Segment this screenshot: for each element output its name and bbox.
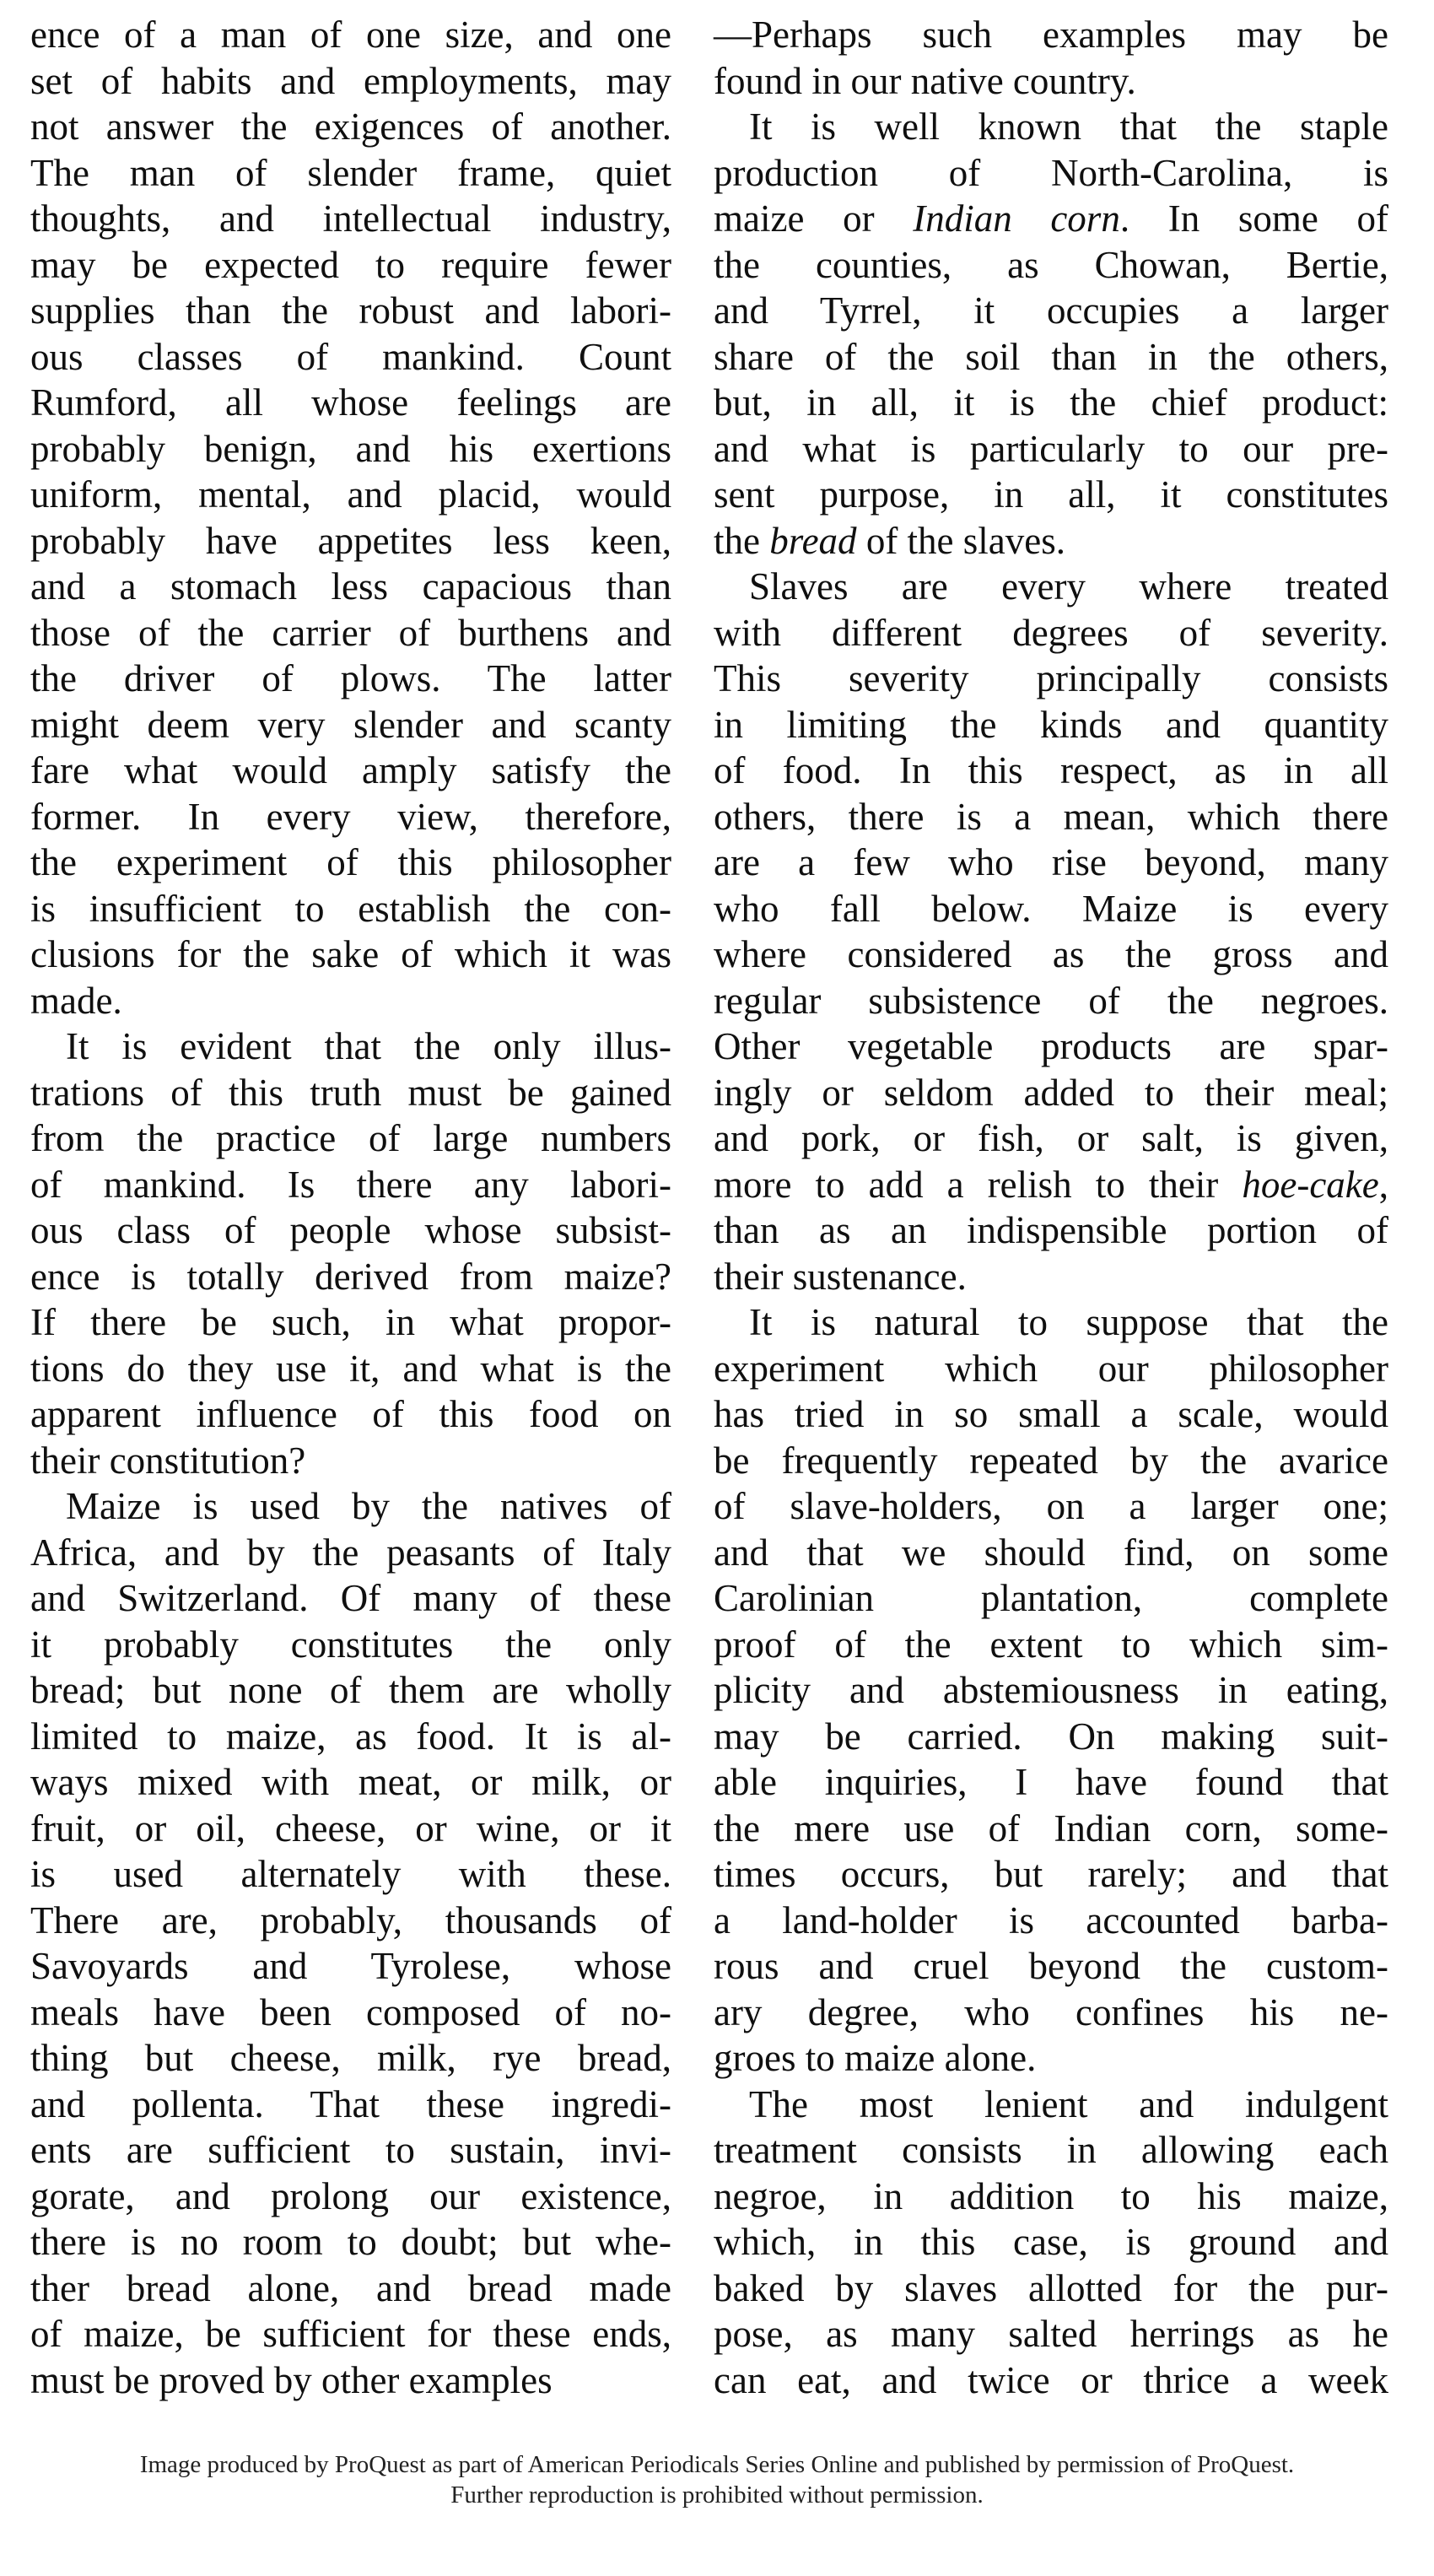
text-line (30, 2082, 671, 2128)
text-run: The most lenient and indulgent (749, 2082, 1388, 2125)
text-line (714, 1070, 1388, 1116)
text-run: rous and cruel beyond the custom- (714, 1945, 1388, 1987)
text-line (30, 702, 671, 748)
text-run: and pork, or fish, or salt, is given, (714, 1117, 1388, 1159)
text-line (714, 840, 1388, 886)
text-line (714, 334, 1388, 381)
text-run: of maize, be sufficient for these ends, (30, 2313, 671, 2355)
text-line (30, 1438, 671, 1484)
text-run: must be proved by other examples (30, 2358, 553, 2401)
text-run: thing but cheese, milk, rye bread, (30, 2037, 671, 2079)
text-run: of slave-holders, on a larger one; (714, 1485, 1388, 1527)
text-run: fare what would amply satisfy the (30, 749, 671, 791)
text-run: ents are sufficient to sustain, invi- (30, 2129, 671, 2171)
text-line (30, 564, 671, 610)
text-line (30, 610, 671, 656)
text-line (30, 1530, 671, 1576)
left-text-column (30, 12, 671, 2403)
text-line (714, 2127, 1388, 2174)
text-run: probably benign, and his exertions (30, 427, 671, 470)
text-run: treatment consists in allowing each (714, 2129, 1388, 2171)
text-run: proof of the extent to which sim- (714, 1623, 1388, 1666)
text-run: not answer the exigences of another. (30, 105, 671, 148)
text-line (714, 1714, 1388, 1760)
text-run: ways mixed with meat, or milk, or (30, 1761, 671, 1803)
text-line (30, 426, 671, 473)
text-run: baked by slaves allotted for the pur- (714, 2266, 1388, 2309)
text-run: of food. In this respect, as in all (714, 749, 1388, 791)
text-line (30, 1346, 671, 1392)
text-line (30, 518, 671, 564)
text-line (714, 610, 1388, 656)
text-line (30, 1299, 671, 1346)
text-run: set of habits and employments, may (30, 59, 671, 102)
text-run: where considered as the gross and (714, 933, 1388, 975)
text-run: are a few who rise beyond, many (714, 841, 1388, 883)
text-line (30, 1667, 671, 1714)
text-line (714, 1254, 1388, 1300)
text-run: but, in all, it is the chief product: (714, 381, 1388, 424)
right-text-column (714, 12, 1388, 2403)
text-line (714, 1023, 1388, 1070)
text-run: in limiting the kinds and quantity (714, 703, 1388, 746)
text-run: more to add a relish to their (714, 1163, 1243, 1206)
text-line (714, 1483, 1388, 1530)
text-line (714, 150, 1388, 197)
text-line (30, 840, 671, 886)
text-run: apparent influence of this food on (30, 1393, 671, 1435)
text-line (714, 12, 1388, 58)
text-line (30, 1851, 671, 1898)
text-line (714, 2311, 1388, 2357)
text-line (30, 1898, 671, 1944)
text-run: . In some of (1119, 197, 1388, 240)
text-run: Africa, and by the peasants of Italy (30, 1531, 671, 1574)
text-run: which, in this case, is ground and (714, 2221, 1388, 2263)
copyright-footer (0, 2449, 1434, 2510)
text-line (714, 1162, 1388, 1208)
text-run: ingly or seldom added to their meal; (714, 1071, 1388, 1114)
text-line (714, 886, 1388, 932)
text-line (30, 380, 671, 426)
text-line (30, 2035, 671, 2082)
text-run: ther bread alone, and bread made (30, 2266, 671, 2309)
footer-line-1: Image produced by ProQuest as part of American Periodicals Series Online and published by permission of ProQuest. (139, 2451, 1295, 2478)
text-run: who fall below. Maize is every (714, 887, 1388, 930)
text-line (30, 886, 671, 932)
text-run: gorate, and prolong our existence, (30, 2174, 671, 2217)
text-line (714, 58, 1388, 105)
text-run: and what is particularly to our pre- (714, 427, 1388, 470)
text-run: and pollenta. That these ingredi- (30, 2082, 671, 2125)
text-line (30, 2357, 671, 2404)
text-run: Rumford, all whose feelings are (30, 381, 671, 424)
text-line (30, 104, 671, 150)
text-run: may be expected to require fewer (30, 243, 671, 286)
text-run: a land-holder is accounted barba- (714, 1898, 1388, 1941)
text-line (30, 1622, 671, 1668)
text-line (714, 104, 1388, 150)
text-line (714, 472, 1388, 518)
text-run: ous class of people whose subsist- (30, 1209, 671, 1251)
text-line (714, 1667, 1388, 1714)
text-line (30, 656, 671, 702)
text-run: others, there is a mean, which there (714, 795, 1388, 838)
text-line (30, 1023, 671, 1070)
text-run: and Switzerland. Of many of these (30, 1577, 671, 1619)
text-line (714, 1759, 1388, 1806)
text-run: tions do they use it, and what is the (30, 1347, 671, 1390)
text-line (714, 748, 1388, 794)
text-line (714, 1346, 1388, 1392)
italic-text: bread (769, 519, 857, 562)
text-run: former. In every view, therefore, (30, 795, 671, 838)
text-line (714, 656, 1388, 702)
text-line (30, 2127, 671, 2174)
text-line (714, 2357, 1388, 2404)
text-run: meals have been composed of no- (30, 1990, 671, 2033)
text-line (714, 380, 1388, 426)
text-run: of the slaves. (856, 519, 1065, 562)
text-line (714, 1391, 1388, 1438)
text-run: Carolinian plantation, complete (714, 1577, 1388, 1619)
text-line (30, 932, 671, 978)
text-run: If there be such, in what propor- (30, 1301, 671, 1343)
text-line (714, 1438, 1388, 1484)
text-run: made. (30, 979, 122, 1022)
text-run: ence of a man of one size, and one (30, 14, 671, 56)
text-run: —Perhaps such examples may be (714, 14, 1388, 56)
text-line (30, 1207, 671, 1254)
text-run: limited to maize, as food. It is al- (30, 1715, 671, 1758)
text-line (30, 2311, 671, 2357)
text-run: it probably constitutes the only (30, 1623, 671, 1666)
text-run: production of North-Carolina, is (714, 151, 1388, 194)
text-line (714, 2174, 1388, 2220)
text-run: is used alternately with these. (30, 1853, 671, 1895)
text-run: ary degree, who confines his ne- (714, 1990, 1388, 2033)
text-line (30, 978, 671, 1024)
text-run: regular subsistence of the negroes. (714, 979, 1388, 1022)
text-line (30, 1990, 671, 2036)
text-run: their constitution? (30, 1439, 306, 1482)
text-run: Slaves are every where treated (749, 565, 1388, 608)
text-line (30, 2219, 671, 2265)
text-run: negroe, in addition to his maize, (714, 2174, 1388, 2217)
text-line (714, 1622, 1388, 1668)
text-run: and Tyrrel, it occupies a larger (714, 289, 1388, 332)
text-run: be frequently repeated by the avarice (714, 1439, 1388, 1482)
text-line (30, 2174, 671, 2220)
text-run: uniform, mental, and placid, would (30, 473, 671, 516)
text-run: sent purpose, in all, it constitutes (714, 473, 1388, 516)
text-run: experiment which our philosopher (714, 1347, 1388, 1390)
text-line (30, 1575, 671, 1622)
text-line (30, 794, 671, 840)
text-line (714, 2082, 1388, 2128)
text-line (714, 518, 1388, 564)
text-line (714, 426, 1388, 473)
text-run: and a stomach less capacious than (30, 565, 671, 608)
text-line (714, 288, 1388, 334)
text-run: supplies than the robust and labori- (30, 289, 671, 332)
text-line (714, 242, 1388, 289)
text-line (30, 748, 671, 794)
text-line (714, 1806, 1388, 1852)
text-run: the (714, 519, 770, 562)
text-run: maize or (714, 197, 914, 240)
text-run: those of the carrier of burthens and (30, 611, 671, 654)
italic-text: Indian corn (913, 197, 1120, 240)
text-run: Maize is used by the natives of (66, 1485, 671, 1527)
text-line (714, 564, 1388, 610)
text-line (30, 1759, 671, 1806)
text-line (714, 1898, 1388, 1944)
text-run: It is well known that the staple (749, 105, 1388, 148)
text-run: plicity and abstemiousness in eating, (714, 1669, 1388, 1711)
text-line (30, 196, 671, 242)
text-line (30, 1254, 671, 1300)
text-run: of mankind. Is there any labori- (30, 1163, 671, 1206)
text-run: Other vegetable products are spar- (714, 1025, 1388, 1067)
text-line (714, 1851, 1388, 1898)
text-run: able inquiries, I have found that (714, 1761, 1388, 1803)
text-line (714, 1207, 1388, 1254)
text-line (714, 978, 1388, 1024)
text-run: ous classes of mankind. Count (30, 335, 671, 378)
text-line (30, 1115, 671, 1162)
text-line (714, 1299, 1388, 1346)
text-run: and that we should find, on some (714, 1531, 1388, 1574)
text-run: their sustenance. (714, 1255, 967, 1298)
text-run: There are, probably, thousands of (30, 1898, 671, 1941)
text-line (714, 1575, 1388, 1622)
text-run: times occurs, but rarely; and that (714, 1853, 1388, 1895)
text-run: may be carried. On making suit- (714, 1715, 1388, 1758)
text-run: It is natural to suppose that the (749, 1301, 1388, 1343)
text-run: the counties, as Chowan, Bertie, (714, 243, 1388, 286)
text-line (714, 1990, 1388, 2036)
text-line (714, 1943, 1388, 1990)
text-line (714, 702, 1388, 748)
text-run: the mere use of Indian corn, some- (714, 1806, 1388, 1850)
text-run: the experiment of this philosopher (30, 841, 671, 883)
text-run: from the practice of large numbers (30, 1117, 671, 1159)
text-line (30, 288, 671, 334)
text-line (30, 1806, 671, 1852)
text-run: ence is totally derived from maize? (30, 1255, 671, 1298)
text-run: fruit, or oil, cheese, or wine, or it (30, 1806, 671, 1850)
text-run: The man of slender frame, quiet (30, 151, 671, 194)
text-line (30, 334, 671, 381)
text-run: has tried in so small a scale, would (714, 1393, 1388, 1435)
text-run: thoughts, and intellectual industry, (30, 197, 671, 240)
text-line (30, 1483, 671, 1530)
text-line (714, 2219, 1388, 2265)
text-run: with different degrees of severity. (714, 611, 1388, 654)
text-line (30, 1714, 671, 1760)
text-line (30, 472, 671, 518)
text-run: groes to maize alone. (714, 2037, 1037, 2079)
text-run: , (1378, 1163, 1388, 1206)
text-line (30, 150, 671, 197)
text-run: share of the soil than in the others, (714, 335, 1388, 378)
text-run: probably have appetites less keen, (30, 519, 671, 562)
text-run: than as an indispensible portion of (714, 1209, 1388, 1251)
text-line (714, 2265, 1388, 2312)
text-line (714, 2035, 1388, 2082)
text-line (714, 794, 1388, 840)
text-run: This severity principally consists (714, 657, 1388, 699)
text-run: the driver of plows. The latter (30, 657, 671, 699)
text-run: is insufficient to establish the con- (30, 887, 671, 930)
text-run: It is evident that the only illus- (66, 1025, 671, 1067)
text-run: trations of this truth must be gained (30, 1071, 671, 1114)
text-run: might deem very slender and scanty (30, 703, 671, 746)
footer-line-2: Further reproduction is prohibited without permission. (450, 2481, 984, 2508)
text-run: pose, as many salted herrings as he (714, 2313, 1388, 2355)
text-line (30, 12, 671, 58)
text-line (30, 1162, 671, 1208)
text-line (714, 932, 1388, 978)
text-line (30, 2265, 671, 2312)
text-run: Savoyards and Tyrolese, whose (30, 1945, 671, 1987)
text-line (714, 1115, 1388, 1162)
text-line (30, 58, 671, 105)
italic-text: hoe-cake (1242, 1163, 1379, 1206)
text-run: bread; but none of them are wholly (30, 1669, 671, 1711)
text-line (714, 1530, 1388, 1576)
text-line (30, 1391, 671, 1438)
text-line (30, 1070, 671, 1116)
text-line (714, 196, 1388, 242)
text-run: can eat, and twice or thrice a week (714, 2358, 1388, 2401)
text-line (30, 242, 671, 289)
text-run: there is no room to doubt; but whe- (30, 2221, 671, 2263)
text-run: found in our native country. (714, 59, 1136, 102)
text-line (30, 1943, 671, 1990)
text-run: clusions for the sake of which it was (30, 933, 671, 975)
